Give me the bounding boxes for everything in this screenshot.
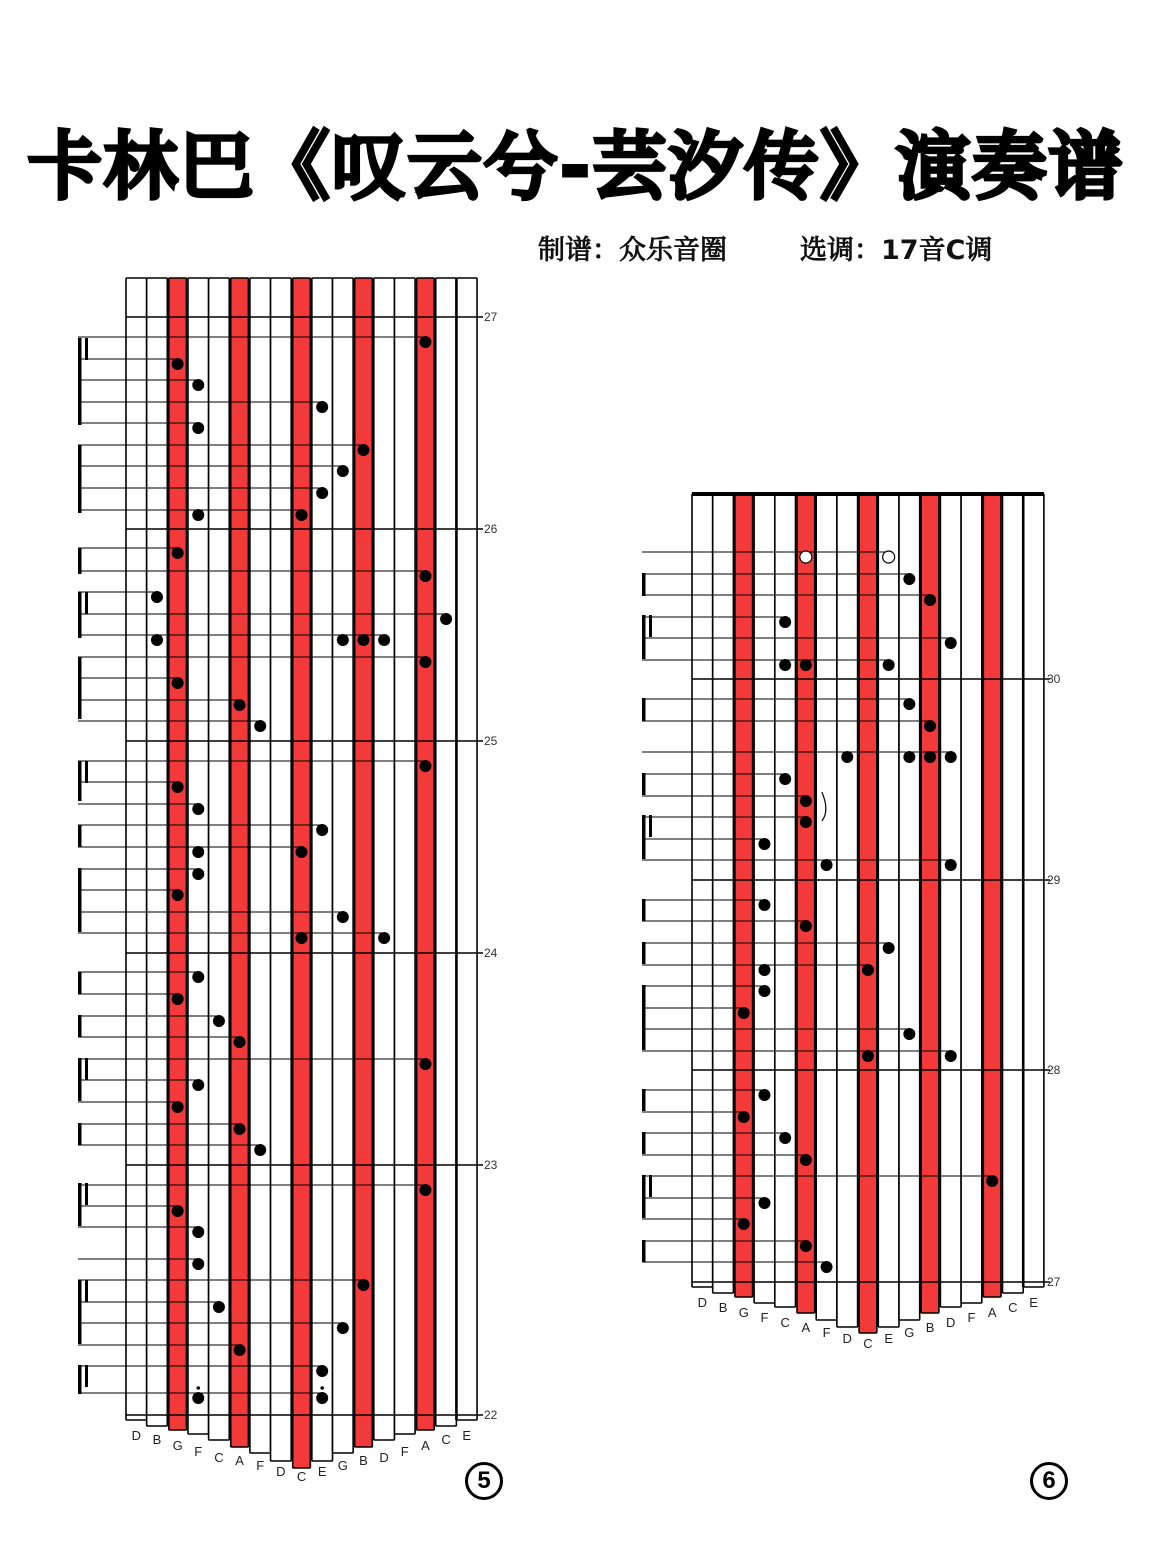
measure-number: 22 [484,1408,498,1422]
tine-label: E [317,1464,327,1479]
note-dot [800,816,812,828]
tine-c [775,494,796,1307]
note-dot [800,659,812,671]
measure-number: 29 [1047,873,1061,887]
tine-f [816,494,837,1320]
note-dot [841,751,853,763]
note-dot [986,1175,998,1187]
tine-label: C [863,1336,873,1351]
tine-label: D [946,1315,956,1330]
note-dot [903,1028,915,1040]
rhythm-beam-secondary [649,1175,652,1197]
rhythm-beam [642,698,646,721]
note-dot [903,573,915,585]
tine-label: F [256,1458,265,1473]
note-dot [945,751,957,763]
tine-label: C [1008,1300,1018,1315]
note-dot [945,637,957,649]
note-dot [758,985,770,997]
tine-label: D [379,1450,389,1465]
note-dot [779,1132,791,1144]
note-dot [924,594,936,606]
tine-a [797,494,815,1313]
tine-label: F [760,1310,769,1325]
tine-label: E [884,1331,893,1346]
tine-e [878,494,899,1327]
rhythm-beam [642,773,646,795]
tine-g [735,494,753,1297]
note-dot [821,1261,833,1273]
note-dot [758,1089,770,1101]
measure-number: 23 [484,1158,498,1172]
tine-label: C [441,1432,451,1447]
note-dot [800,920,812,932]
tine-f [961,494,982,1303]
tine-label: E [462,1428,472,1443]
note-dot [738,1218,750,1230]
tine-label: A [421,1438,430,1453]
note-dot [924,751,936,763]
tine-label: D [842,1331,852,1346]
note-dot [924,720,936,732]
tine-label: C [780,1315,790,1330]
tine-label: E [1029,1295,1038,1310]
tine-d [837,494,858,1327]
tine-label: F [967,1310,976,1325]
note-dot [903,698,915,710]
note-dot [800,1240,812,1252]
tine-b [921,494,939,1313]
tine-label: G [904,1325,915,1340]
tine-label: B [152,1432,162,1447]
tine-f [754,494,775,1303]
note-dot [738,1007,750,1019]
note-dot [945,1050,957,1062]
tine-label: G [738,1305,749,1320]
measure-number: 28 [1047,1063,1061,1077]
tine-label: B [359,1453,368,1468]
tine-label: B [718,1300,728,1315]
tine-label: D [697,1295,708,1310]
tine-label: A [801,1320,811,1335]
note-dot [862,1050,874,1062]
tine-label: C [296,1469,307,1484]
tine-label: G [337,1458,348,1473]
measure-number: 24 [484,946,498,960]
tine-label: G [172,1438,183,1453]
rhythm-beam [642,1175,646,1218]
tine-label: F [194,1444,203,1459]
note-dot [800,551,812,563]
note-dot [758,964,770,976]
tine-d [940,494,961,1307]
note-dot [821,859,833,871]
key-info: 选调：17音C调 [800,235,993,266]
note-dot [883,659,895,671]
page-number-badge: 6 [1030,1462,1068,1500]
tine-label: C [214,1450,224,1465]
rhythm-beam [642,1240,646,1262]
tine-label: A [987,1305,997,1320]
note-dot [883,942,895,954]
tine-label: D [131,1428,142,1443]
arranger-credit: 制谱：众乐音圈 [538,235,727,266]
measure-number: 30 [1047,672,1061,686]
rhythm-beam-secondary [649,615,652,637]
measure-number: 25 [484,734,498,748]
rhythm-beam [642,1089,646,1111]
top-border [692,492,1044,496]
measure-number: 27 [1047,1275,1061,1289]
note-dot [779,773,791,785]
tine-e [1023,494,1044,1287]
measure-number: 27 [484,310,498,324]
note-dot [800,1154,812,1166]
rhythm-beam [642,899,646,921]
note-dot [738,1111,750,1123]
rhythm-beam [642,985,646,1050]
note-dot [758,838,770,850]
note-dot [883,551,895,563]
rhythm-beam [642,942,646,964]
note-dot [945,859,957,871]
tine-label: D [276,1464,286,1479]
note-dot [779,616,791,628]
tine-c [1003,494,1024,1293]
tine-label: F [822,1325,831,1340]
measure-number: 26 [484,522,498,536]
rhythm-beam-secondary [649,815,652,837]
tine-b [713,494,734,1293]
rhythm-beam [642,573,646,596]
note-dot [779,659,791,671]
note-dot [862,964,874,976]
page-number-badge: 5 [465,1462,503,1500]
page-title: 卡林巴《叹云兮-芸汐传》演奏谱 [27,124,1125,210]
tine-label: B [925,1320,935,1335]
tine-c [859,494,877,1333]
tine-d [692,494,713,1287]
rhythm-beam [642,815,646,859]
rhythm-beam [642,615,646,659]
tine-label: A [235,1453,244,1468]
note-dot [758,1197,770,1209]
tine-g [899,494,920,1320]
rhythm-beam [642,1132,646,1154]
note-dot [903,751,915,763]
note-dot [800,795,812,807]
tine-label: F [400,1444,409,1459]
note-dot [758,899,770,911]
